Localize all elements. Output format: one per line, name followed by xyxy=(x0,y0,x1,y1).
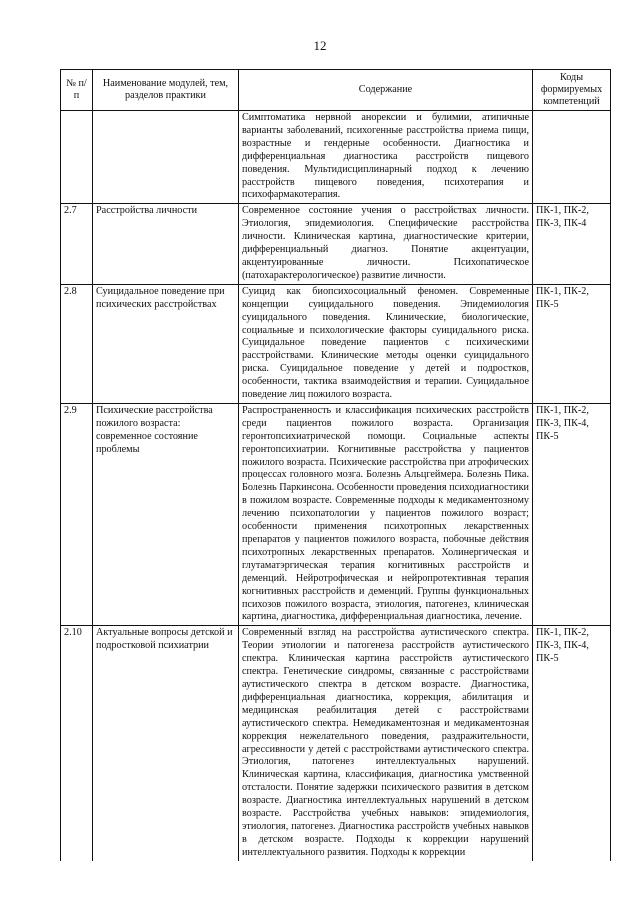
row-name: Суицидальное поведение при психических расстройствах xyxy=(93,284,239,403)
table-row xyxy=(61,626,611,861)
row-content: Современное состояние учения о расстройствах личности. Этиология, эпидемиология. Специфические расстройства личности. Клиническая картина, диагностические критерии, дифференциальный диагноз. Понятие акцентуации, акцентуированные личности. Психопатическое (патохарактерологическое) развитие личности. xyxy=(239,204,533,284)
curriculum-table xyxy=(60,69,611,861)
row-codes xyxy=(533,111,611,204)
row-content: Распространенность и классификация психических расстройств среди пациентов пожилого возраста. Организация геронтопсихиатрической помощи. Социальные аспекты геронтопсихиатрии. Когнитивные расстройства у пациентов пожилого возраста. Психические расстройства при атрофических процессах головного мозга. Болезнь Альцгеймера. Болезнь Пика. Болезнь Паркинсона. Особенности проведения психодиагностики в пожилом возрасте. Современные подходы к медикаментозному лечению психопатологии у пациентов пожилого возраст; особенности применения психотропных лекарственных препаратов у пациентов пожилого возраста, побочные действия психотропных лекарственных препаратов. Холинергическая и глутаматэргическая терапия когнитивных расстройств и деменций. Нейротрофическая и нейропротективная терапия когнитивных расстройств и деменций. Группы функциональных психозов пожилого возраста, этиология, патогенез, клиническая картина, диагностика, дифференциальная диагностика, лечение. xyxy=(239,403,533,625)
row-num xyxy=(61,111,93,204)
row-codes: ПК-1, ПК-2, ПК-3, ПК-4, ПК-5 xyxy=(533,403,611,625)
table-row xyxy=(61,111,611,204)
row-num: 2.9 xyxy=(61,403,93,625)
table-row xyxy=(61,284,611,403)
header-name: Наименование модулей, тем, разделов практики xyxy=(93,70,239,111)
row-name: Психические расстройства пожилого возраста: современное состояние проблемы xyxy=(93,403,239,625)
table-header-row xyxy=(61,70,611,111)
page-number: 12 xyxy=(313,38,327,53)
row-num: 2.8 xyxy=(61,284,93,403)
row-content: Суицид как биопсихосоциальный феномен. Современные концепции суицидального поведения. Эпидемиология суицидального поведения. Клинические, биологические, социальные и психологические факторы суицидального риска. Суицидальное поведение пациентов с психическими расстройствами. Клинические методы оценки суицидального риска. Суицидальное поведение у детей и подростков, особенности, тактика взаимодействия и терапии. Суицидальное поведение лиц пожилого возраста. xyxy=(239,284,533,403)
row-codes: ПК-1, ПК-2, ПК-3, ПК-4 xyxy=(533,204,611,284)
row-name xyxy=(93,111,239,204)
row-name: Расстройства личности xyxy=(93,204,239,284)
row-content: Современный взгляд на расстройства аутистического спектра. Теории этиологии и патогенеза расстройств аутистического спектра. Клиническая картина расстройств аутистического спектра. Генетические синдромы, связанные с расстройствами аутистического спектра в детском возрасте. Диагностика, дифференциальная диагностика, коррекция, абилитация и медицинская реабилитация детей с расстройствами аутистического спектра. Немедикаментозная и медикаментозная коррекция нежелательного поведения, раздражительности, агрессивности у детей с расстройствами аутистического спектра. Этиология, патогенез интеллектуальных нарушений. Клиническая картина, классификация, диагностика умственной отсталости. Понятие задержки психического развития в детском возрасте. Диагностика интеллектуальных нарушений в детском возрасте. Расстройства учебных навыков: эпидемиология, этиология, патогенез. Диагностика расстройств учебных навыков в детском возрасте. Подходы к коррекции нарушений интеллектуального развития. Подходы к коррекции xyxy=(239,626,533,861)
header-num: № п/п xyxy=(61,70,93,111)
table-row xyxy=(61,403,611,625)
row-codes: ПК-1, ПК-2, ПК-5 xyxy=(533,284,611,403)
row-num: 2.10 xyxy=(61,626,93,861)
row-name: Актуальные вопросы детской и подростковой психиатрии xyxy=(93,626,239,861)
header-content: Содержание xyxy=(239,70,533,111)
header-codes: Коды формируемых компетенций xyxy=(533,70,611,111)
row-num: 2.7 xyxy=(61,204,93,284)
row-content: Симптоматика нервной анорексии и булимии, атипичные варианты заболеваний, психогенные расстройства приема пищи, возрастные и гендерные особенности. Диагностика и дифференциальная диагностика расстройств пищевого поведения. Мультидисциплинарный подход к лечению расстройств пищевого поведения, психотерапия и психофармакотерапия. xyxy=(239,111,533,204)
row-codes: ПК-1, ПК-2, ПК-3, ПК-4, ПК-5 xyxy=(533,626,611,861)
table-row xyxy=(61,204,611,284)
